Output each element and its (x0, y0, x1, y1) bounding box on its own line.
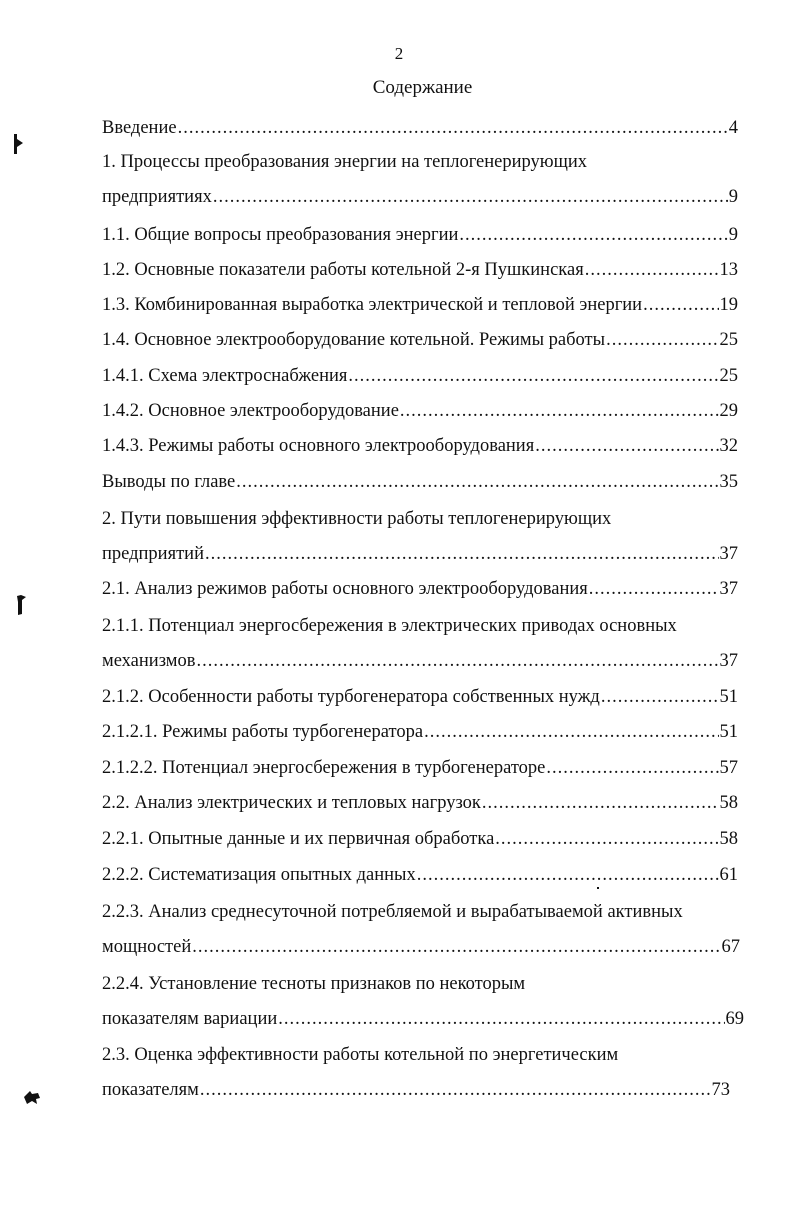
toc-entry-page: 51 (719, 722, 738, 742)
toc-entry-label: 2.1.2.1. Режимы работы турбогенератора (102, 722, 424, 742)
toc-entry (102, 434, 738, 458)
toc-entry-label: 1.2. Основные показатели работы котельной 2-я Пушкинская (102, 260, 584, 280)
dot-leader (482, 791, 719, 815)
toc-entry-label: 1.4. Основное электрооборудование котельной. Режимы работы (102, 330, 606, 350)
toc-entry (102, 685, 738, 709)
toc-entry-label: показателям вариации (102, 1009, 278, 1029)
toc-entry-label: 2.2.1. Опытные данные и их первичная обработка (102, 829, 495, 849)
dot-leader (417, 863, 719, 887)
toc-entry-label: 2.2.2. Систематизация опытных данных (102, 865, 416, 885)
dot-leader (192, 935, 720, 959)
toc-entry-page: 37 (719, 544, 738, 564)
dot-leader (236, 470, 718, 494)
toc-entry-label: 1.4.2. Основное электрооборудование (102, 401, 399, 421)
dot-leader (196, 649, 718, 673)
toc-entry (102, 720, 738, 744)
toc-entry (102, 258, 738, 282)
dot-leader (213, 185, 728, 209)
toc-entry-page: 19 (719, 295, 738, 315)
toc-entry-label: Выводы по главе (102, 472, 236, 492)
dot-leader (424, 720, 718, 744)
toc-entry (102, 827, 738, 851)
toc-entry-page: 35 (719, 472, 738, 492)
toc-entry-label: показателям (102, 1080, 199, 1100)
toc-entry-label: предприятий (102, 544, 204, 564)
toc-entry-label: 2.1.2. Особенности работы турбогенератора собственных нужд (102, 687, 600, 707)
dot-leader (278, 1007, 724, 1031)
toc-entry (102, 328, 738, 352)
toc-entry-label: 2.2. Анализ электрических и тепловых нагрузок (102, 793, 481, 813)
toc-entry (102, 1007, 744, 1031)
dot-leader (643, 293, 718, 317)
toc-entry-line: 2.1.1. Потенциал энергосбережения в электрических приводах основных (102, 616, 677, 636)
toc-entry-page: 32 (719, 436, 738, 456)
toc-entry (102, 223, 738, 247)
dot-leader (546, 756, 718, 780)
toc-entry (102, 863, 738, 887)
toc-entry-label: 1.4.3. Режимы работы основного электрооборудования (102, 436, 535, 456)
toc-entry-line: 2.2.4. Установление тесноты признаков по некоторым (102, 974, 526, 994)
dot-leader (178, 116, 728, 140)
toc-entry (102, 649, 738, 673)
toc-entry-label: мощностей (102, 937, 192, 957)
toc-entry (102, 935, 740, 959)
dot-leader (589, 577, 719, 601)
toc-entry-label: предприятиях (102, 187, 212, 207)
dot-leader (205, 542, 719, 566)
toc-entry (102, 1078, 730, 1102)
toc-entry-page: 25 (719, 330, 738, 350)
toc-entry (102, 399, 738, 423)
toc-entry-label: 1.1. Общие вопросы преобразования энергии (102, 225, 459, 245)
toc-entry-page: 29 (719, 401, 738, 421)
toc-entry (102, 577, 738, 601)
scan-mark-icon (15, 594, 29, 616)
toc-entry-label: Введение (102, 118, 177, 138)
toc-entry-page: 37 (719, 651, 738, 671)
toc-entry-page: 73 (711, 1080, 730, 1100)
toc-entry (102, 185, 738, 209)
toc-entry (102, 542, 738, 566)
toc-entry-label: 1.3. Комбинированная выработка электрической и тепловой энергии (102, 295, 643, 315)
toc-title: Содержание (372, 77, 473, 98)
dot-leader (535, 434, 718, 458)
dot-leader (200, 1078, 711, 1102)
toc-entry (102, 756, 738, 780)
scan-speck (597, 887, 599, 889)
toc-entry-line: 2.3. Оценка эффективности работы котельной по энергетическим (102, 1045, 619, 1065)
toc-entry (102, 364, 738, 388)
toc-entry-page: 58 (719, 829, 738, 849)
dot-leader (495, 827, 718, 851)
dot-leader (601, 685, 719, 709)
dot-leader (348, 364, 718, 388)
toc-entry-line: 2. Пути повышения эффективности работы теплогенерирующих (102, 509, 612, 529)
toc-entry-line: 2.2.3. Анализ среднесуточной потребляемой и вырабатываемой активных (102, 902, 683, 922)
dot-leader (606, 328, 718, 352)
page-number: 2 (394, 44, 404, 63)
toc-entry-page: 37 (719, 579, 738, 599)
toc-entry (102, 470, 738, 494)
toc-entry-page: 9 (728, 187, 738, 207)
scan-mark-icon (22, 1088, 42, 1106)
toc-entry-page: 13 (719, 260, 738, 280)
toc-entry (102, 791, 738, 815)
toc-entry-label: 2.1. Анализ режимов работы основного электрооборудования (102, 579, 588, 599)
toc-entry-page: 58 (719, 793, 738, 813)
toc-entry (102, 293, 738, 317)
toc-entry-line: 1. Процессы преобразования энергии на теплогенерирующих (102, 152, 588, 172)
toc-entry-page: 61 (719, 865, 738, 885)
toc-entry-label: механизмов (102, 651, 196, 671)
toc-entry (102, 116, 738, 140)
dot-leader (400, 399, 719, 423)
scan-mark-icon (11, 133, 25, 155)
toc-entry-label: 1.4.1. Схема электроснабжения (102, 366, 348, 386)
toc-entry-page: 4 (728, 118, 738, 138)
dot-leader (585, 258, 719, 282)
toc-entry-page: 67 (721, 937, 740, 957)
toc-entry-page: 9 (728, 225, 738, 245)
dot-leader (459, 223, 727, 247)
toc-entry-page: 51 (719, 687, 738, 707)
toc-entry-label: 2.1.2.2. Потенциал энергосбережения в турбогенераторе (102, 758, 546, 778)
toc-entry-page: 57 (719, 758, 738, 778)
toc-entry-page: 69 (725, 1009, 744, 1029)
toc-entry-page: 25 (719, 366, 738, 386)
